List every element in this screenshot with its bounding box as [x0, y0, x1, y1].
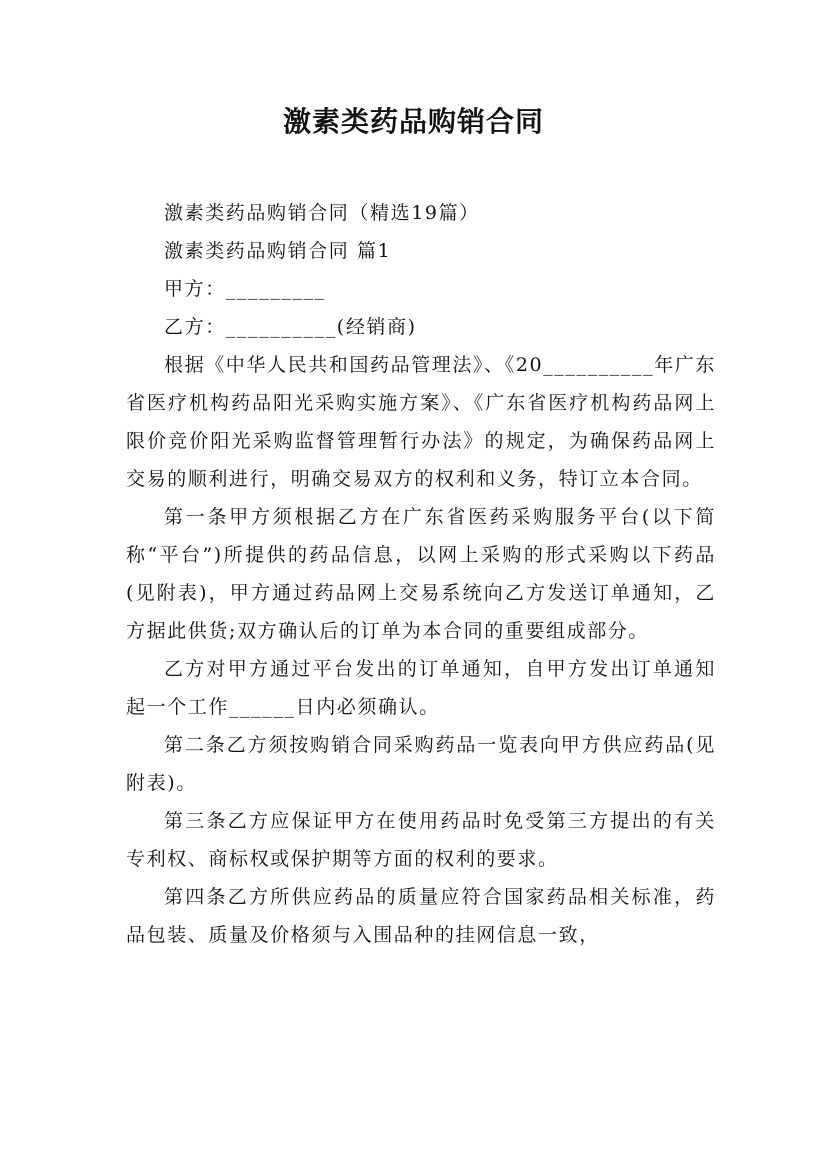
paragraph-party-a: 甲方：_________ [164, 278, 326, 300]
paragraph-confirmation: 乙方对甲方通过平台发出的订单通知，自甲方发出订单通知起一个工作______日内必须确认。 [126, 658, 716, 718]
paragraph-article-4: 第四条乙方所供应药品的质量应符合国家药品相关标准，药品包装、质量及价格须与入围品种的挂网信息一致， [126, 886, 716, 946]
paragraph-section-heading: 激素类药品购销合同 篇1 [164, 240, 392, 262]
paragraph-party-b: 乙方：__________(经销商) [164, 316, 417, 338]
paragraph-article-1: 第一条甲方须根据乙方在广东省医药采购服务平台(以下简称“平台”)所提供的药品信息，以网上采购的形式采购以下药品(见附表)，甲方通过药品网上交易系统向乙方发送订单通知，乙方据此供货;双方确认后的订单为本合同的重要组成部分。 [126, 506, 716, 642]
paragraph-article-2: 第二条乙方须按购销合同采购药品一览表向甲方供应药品(见附表)。 [126, 734, 716, 794]
paragraph-subtitle: 激素类药品购销合同（精选19篇） [164, 202, 480, 224]
paragraph-preamble: 根据《中华人民共和国药品管理法》、《20__________年广东省医疗机构药品阳光采购实施方案》、《广东省医疗机构药品网上限价竞价阳光采购监督管理暂行办法》的规定，为确保药品网上交易的顺利进行，明确交易双方的权利和义务，特订立本合同。 [126, 354, 716, 490]
document-body [126, 194, 716, 954]
paragraph-article-3: 第三条乙方应保证甲方在使用药品时免受第三方提出的有关专利权、商标权或保护期等方面的权利的要求。 [126, 810, 716, 870]
document-title: 激素类药品购销合同 [282, 105, 544, 138]
